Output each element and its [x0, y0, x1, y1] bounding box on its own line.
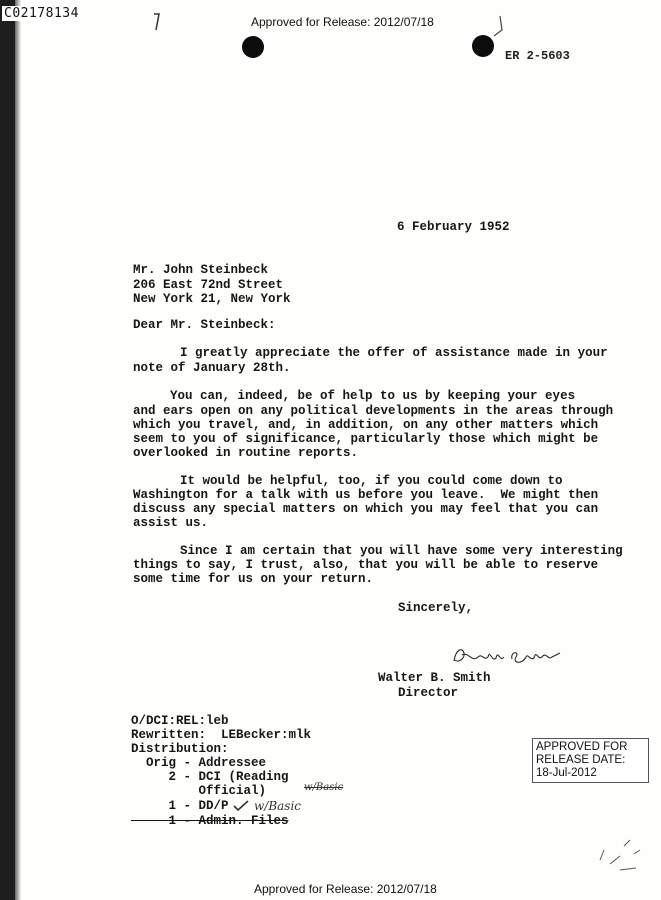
release-header-top: Approved for Release: 2012/07/18 — [251, 15, 434, 29]
document-number: C02178134 — [4, 6, 79, 21]
routing-line: Rewritten: LEBecker:mlk — [131, 728, 312, 742]
body-line: I greatly appreciate the offer of assistance made in your — [180, 346, 608, 360]
address-line: New York 21, New York — [133, 292, 291, 306]
routing-line: Distribution: — [131, 742, 229, 756]
handwritten-signature — [450, 643, 568, 671]
stamp-line: 18-Jul-2012 — [536, 767, 597, 779]
body-line: overlooked in routine reports. — [133, 446, 359, 460]
check-mark — [232, 799, 250, 813]
er-number: ER 2-5603 — [505, 49, 570, 63]
scan-mark-right — [490, 14, 510, 40]
body-line: seem to you of significance, particularly those which might be — [133, 432, 599, 446]
routing-line: O/DCI:REL:leb — [131, 714, 229, 728]
release-stamp — [532, 738, 649, 783]
address-line: Mr. John Steinbeck — [133, 263, 269, 277]
handwritten-struck-note: w/Basic — [304, 782, 344, 793]
routing-line: Orig - Addressee — [131, 756, 267, 770]
body-line: discuss any special matters on which you may feel that you can — [133, 502, 599, 516]
scan-scribble — [590, 820, 650, 880]
body-line: note of January 28th. — [133, 361, 291, 375]
routing-line: Official) — [131, 784, 267, 798]
stamp-line: APPROVED FOR — [536, 741, 628, 753]
scan-edge-shadow — [0, 0, 15, 900]
letter-date: 6 February 1952 — [397, 220, 510, 234]
signer-title: Director — [398, 686, 459, 700]
scan-mark-top — [150, 12, 164, 34]
body-line: It would be helpful, too, if you could come down to — [180, 474, 563, 488]
salutation: Dear Mr. Steinbeck: — [133, 318, 276, 332]
body-line: Washington for a talk with us before you leave. We might then — [133, 488, 599, 502]
stamp-line: RELEASE DATE: — [536, 754, 626, 766]
release-header-bottom: Approved for Release: 2012/07/18 — [254, 882, 437, 896]
routing-line: 1 - DD/P — [131, 799, 229, 813]
address-line: 206 East 72nd Street — [133, 278, 284, 292]
body-line: which you travel, and, in addition, on any other matters which — [133, 418, 599, 432]
body-line: some time for us on your return. — [133, 572, 374, 586]
body-line: Since I am certain that you will have some very interesting — [180, 544, 623, 558]
punch-hole-left — [242, 36, 264, 58]
body-line: You can, indeed, be of help to us by keeping your eyes — [170, 389, 576, 403]
signer-name: Walter B. Smith — [378, 671, 491, 685]
body-line: assist us. — [133, 516, 209, 530]
closing: Sincerely, — [398, 601, 474, 615]
body-line: and ears open on any political developments in the areas through — [133, 404, 614, 418]
handwritten-note: w/Basic — [254, 799, 302, 813]
scan-edge-gradient — [15, 0, 21, 900]
body-line: things to say, I trust, also, that you will be able to reserve — [133, 558, 599, 572]
routing-line-struck: 1 - Admin. Files — [131, 814, 289, 828]
routing-line: 2 - DCI (Reading — [131, 770, 289, 784]
